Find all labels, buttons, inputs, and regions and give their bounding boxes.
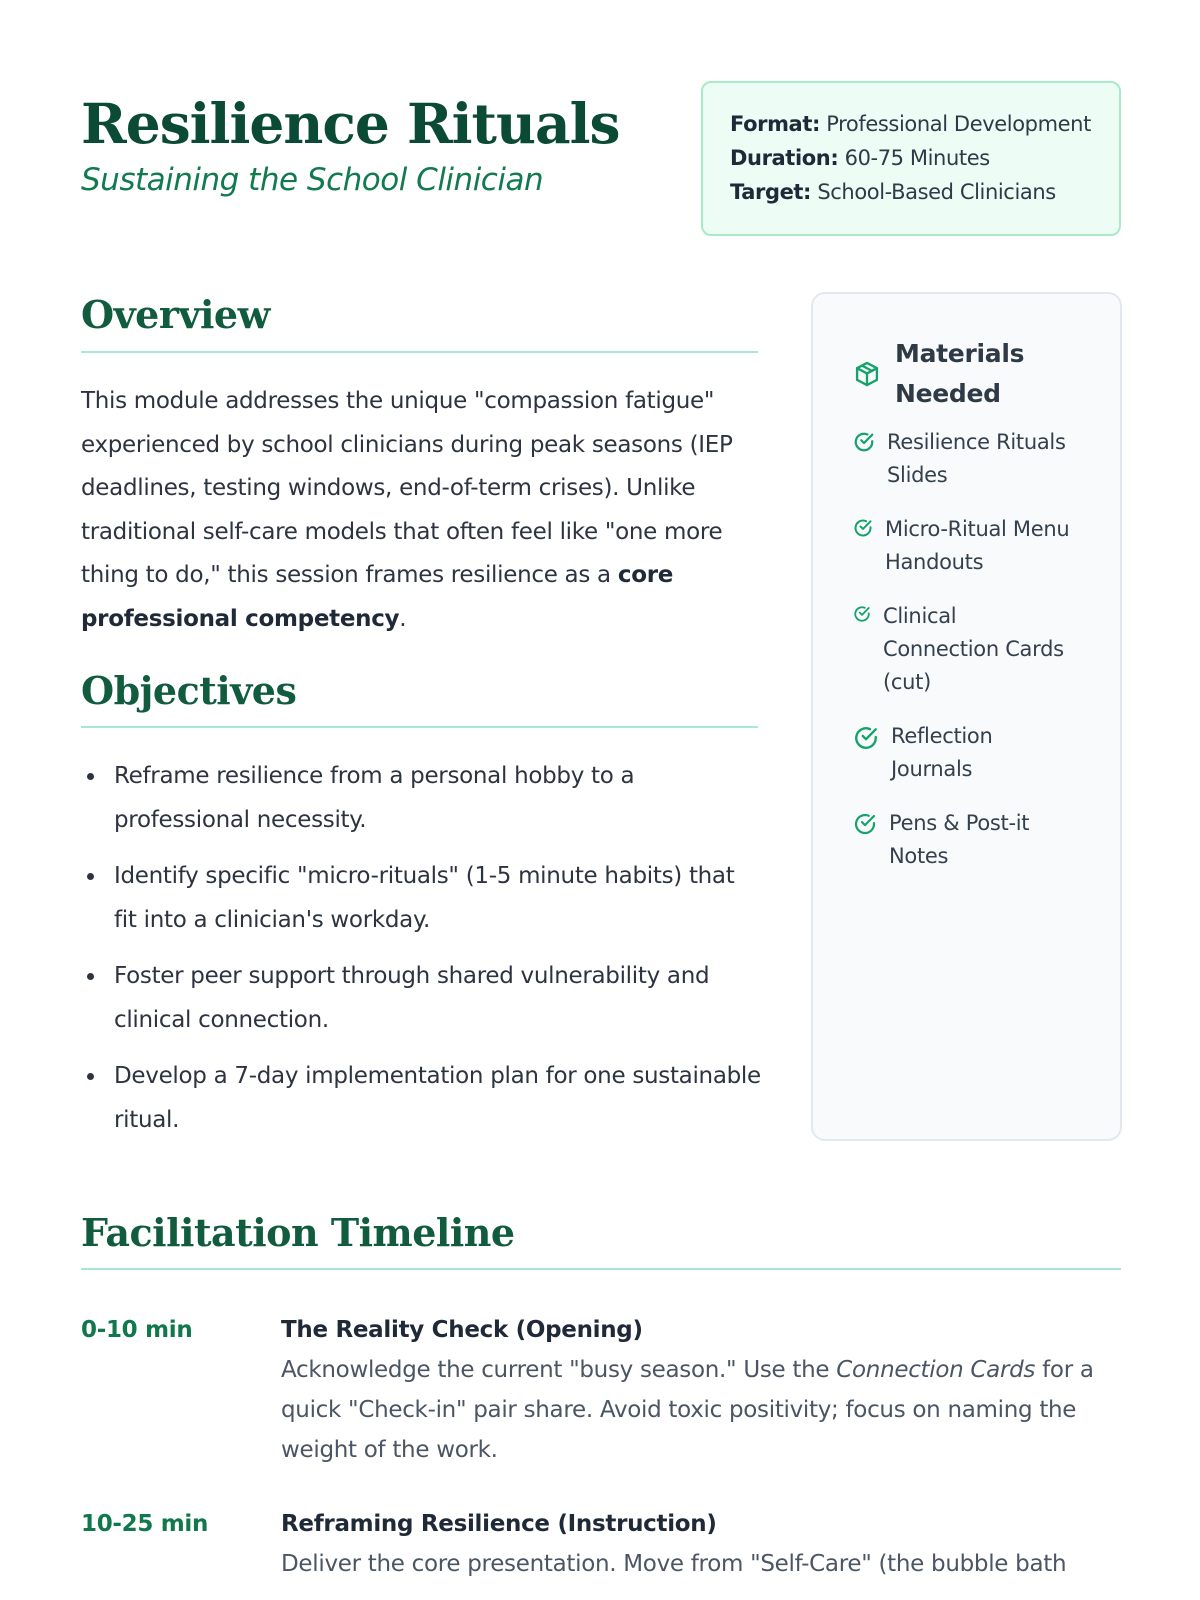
timeline-row bbox=[81, 1504, 1121, 1584]
timeline-row bbox=[81, 1310, 1121, 1470]
meta-duration-value: 60-75 Minutes bbox=[844, 146, 990, 170]
check-circle-icon bbox=[853, 431, 875, 453]
timeline-time: 10-25 min bbox=[81, 1511, 209, 1537]
timeline-time: 0-10 min bbox=[81, 1317, 193, 1343]
page-title: Resilience Rituals bbox=[81, 91, 620, 156]
material-item bbox=[853, 600, 1100, 699]
page-subtitle: Sustaining the School Clinician bbox=[81, 162, 544, 198]
meta-target-value: School-Based Clinicians bbox=[817, 180, 1056, 204]
objectives-list bbox=[81, 755, 761, 1155]
bullet-icon bbox=[87, 973, 94, 980]
meta-duration-label: Duration: bbox=[730, 146, 839, 170]
meta-format bbox=[730, 107, 1099, 141]
objective-text: Foster peer support through shared vulnerability and clinical connection. bbox=[114, 963, 710, 1033]
overview-heading: Overview bbox=[81, 292, 270, 337]
timeline-desc-em: Connection Cards bbox=[836, 1357, 1036, 1383]
timeline-title: The Reality Check (Opening) bbox=[281, 1317, 643, 1343]
timeline-heading: Facilitation Timeline bbox=[81, 1210, 515, 1255]
package-icon bbox=[853, 360, 881, 388]
meta-format-label: Format: bbox=[730, 112, 820, 136]
overview-text-lead: This module addresses the unique "compassion fatigue" experienced by school clinicians during peak seasons (IEP deadlines, testing windows, end-of-term crises). Unlike traditional self-care models that often feel like "one more thing to do," this session frames resilience as a bbox=[81, 388, 733, 588]
meta-target bbox=[730, 175, 1099, 209]
check-circle-icon bbox=[853, 812, 877, 836]
bullet-icon bbox=[87, 873, 94, 880]
bullet-icon bbox=[87, 1073, 94, 1080]
timeline-description bbox=[281, 1544, 1121, 1584]
overview-text-bold: core professional competency bbox=[81, 562, 674, 632]
materials-list bbox=[853, 426, 1100, 873]
timeline-desc-b: for a quick "Check-in" pair share. Avoid toxic positivity; focus on naming the weight of the work. bbox=[281, 1357, 1094, 1463]
objective-text: Identify specific "micro-rituals" (1-5 minute habits) that fit into a clinician's workday. bbox=[114, 863, 735, 933]
timeline-desc-a: Deliver the core presentation. Move from "Self-Care" (the bubble bath bbox=[281, 1551, 1067, 1577]
material-item bbox=[853, 513, 1100, 579]
materials-panel bbox=[811, 292, 1122, 1141]
objective-item bbox=[81, 755, 761, 842]
timeline-divider bbox=[81, 1268, 1121, 1270]
timeline-description bbox=[281, 1350, 1121, 1470]
check-circle-icon bbox=[853, 725, 879, 751]
material-item bbox=[853, 720, 1100, 786]
material-text: Pens & Post-it Notes bbox=[889, 811, 1030, 868]
objective-item bbox=[81, 855, 761, 942]
meta-duration bbox=[730, 141, 1099, 175]
materials-header bbox=[853, 334, 1100, 414]
overview-text-tail: . bbox=[399, 605, 407, 632]
materials-title: Materials Needed bbox=[895, 339, 1025, 408]
material-text: Resilience Rituals Slides bbox=[887, 430, 1066, 487]
objective-item bbox=[81, 1055, 761, 1142]
material-item bbox=[853, 426, 1100, 492]
material-text: Reflection Journals bbox=[891, 724, 993, 781]
timeline-title: Reframing Resilience (Instruction) bbox=[281, 1511, 717, 1537]
material-item bbox=[853, 807, 1100, 873]
objectives-heading: Objectives bbox=[81, 668, 297, 713]
session-meta-box bbox=[701, 81, 1121, 236]
bullet-icon bbox=[87, 773, 94, 780]
objective-item bbox=[81, 955, 761, 1042]
meta-target-label: Target: bbox=[730, 180, 812, 204]
material-text: Clinical Connection Cards (cut) bbox=[883, 604, 1064, 694]
overview-paragraph bbox=[81, 380, 761, 641]
timeline-desc-a: Acknowledge the current "busy season." Use the bbox=[281, 1357, 837, 1383]
check-circle-icon bbox=[853, 605, 871, 623]
check-circle-icon bbox=[853, 518, 873, 538]
material-text: Micro-Ritual Menu Handouts bbox=[885, 517, 1070, 574]
meta-format-value: Professional Development bbox=[826, 112, 1091, 136]
timeline bbox=[81, 1310, 1121, 1600]
objective-text: Develop a 7-day implementation plan for one sustainable ritual. bbox=[114, 1063, 761, 1133]
overview-divider bbox=[81, 351, 758, 353]
objective-text: Reframe resilience from a personal hobby to a professional necessity. bbox=[114, 763, 635, 833]
timeline-body bbox=[281, 1310, 1121, 1470]
timeline-body bbox=[281, 1504, 1121, 1584]
objectives-divider bbox=[81, 726, 758, 728]
